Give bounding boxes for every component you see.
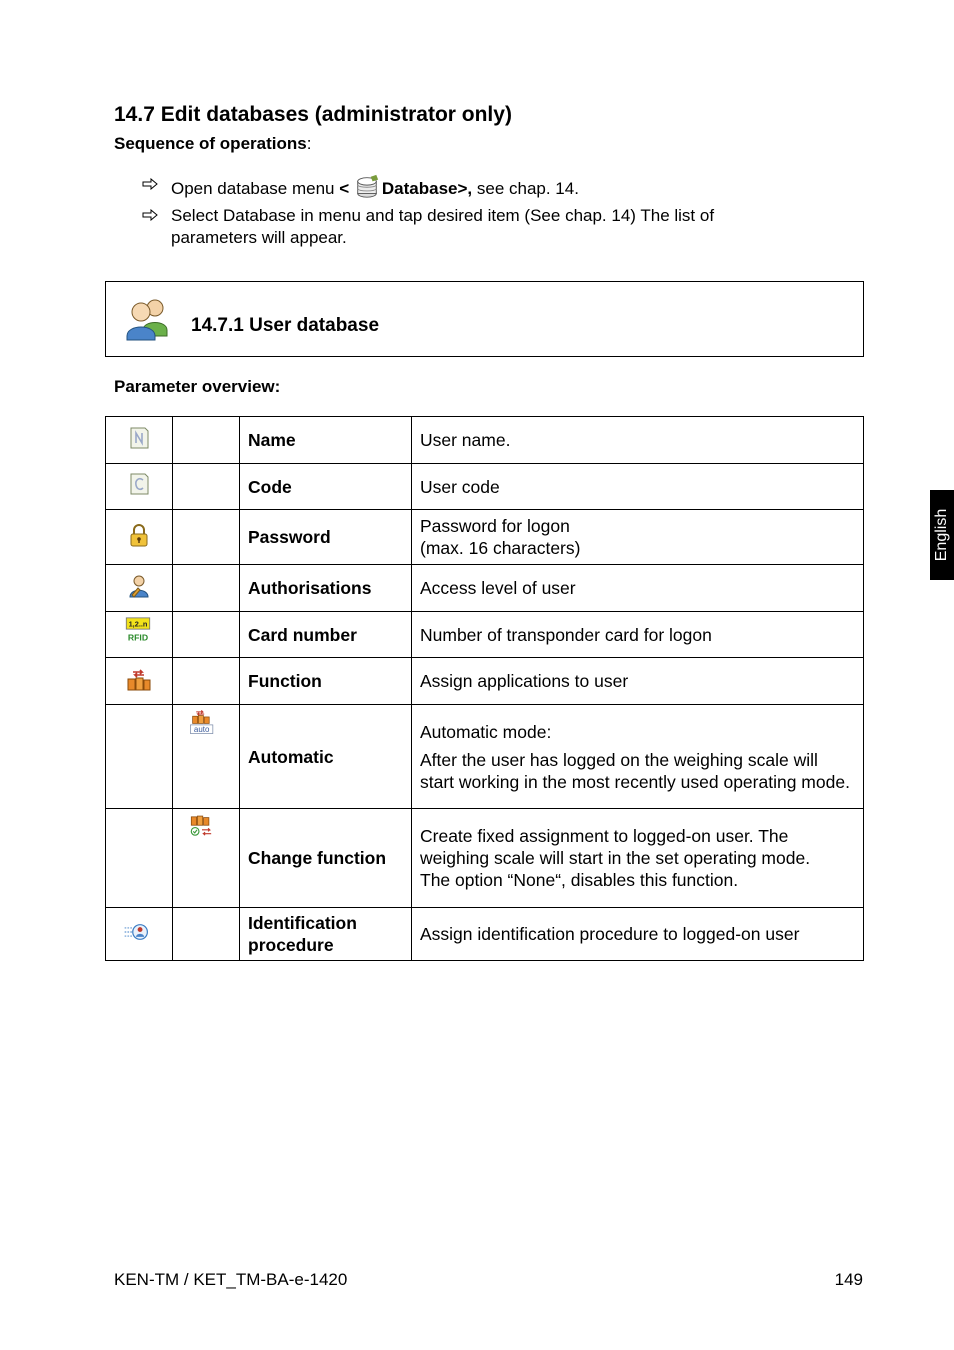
param-desc: Assign applications to user (412, 658, 864, 705)
param-name: Change function (240, 809, 412, 908)
table-row (106, 612, 864, 658)
param-name: Name (240, 417, 412, 464)
language-tab: English (930, 490, 954, 580)
auto-icon (189, 709, 223, 745)
param-name: Authorisations (240, 565, 412, 612)
parameter-table (105, 416, 864, 961)
table-row (106, 510, 864, 565)
param-desc: User name. (412, 417, 864, 464)
identification-icon (123, 919, 155, 945)
users-icon (121, 296, 173, 342)
svg-text:auto: auto (193, 725, 210, 735)
svg-text:RFID: RFID (127, 632, 149, 643)
param-desc: Create fixed assignment to logged-on user. The weighing scale will start in the set operating mode. The option “None“, disables this function. (412, 809, 864, 908)
param-desc: Password for logon (max. 16 characters) (412, 510, 864, 565)
name-icon (126, 425, 152, 451)
table-row (106, 809, 864, 908)
param-desc: Number of transponder card for logon (412, 612, 864, 658)
param-desc: Automatic mode: After the user has logged on the weighing scale will start working in the most recently used operating mode. (412, 705, 864, 809)
function-icon (126, 666, 152, 692)
table-row (106, 705, 864, 809)
svg-text:1,2..n: 1,2..n (128, 619, 148, 629)
subsection-title: 14.7.1 User database (191, 315, 380, 336)
param-name: Code (240, 464, 412, 510)
param-name: Password (240, 510, 412, 565)
table-row (106, 417, 864, 464)
page-number: 149 (834, 1270, 863, 1289)
authorisation-icon (126, 573, 152, 599)
document-id: KEN-TM / KET_TM-BA-e-1420 (114, 1270, 348, 1289)
arrow-right-icon (142, 205, 160, 227)
arrow-right-icon (142, 174, 160, 196)
param-desc: Assign identification procedure to logged-on user (412, 908, 864, 961)
param-name: Card number (240, 612, 412, 658)
param-desc: Access level of user (412, 565, 864, 612)
padlock-icon (126, 522, 152, 548)
table-row (106, 658, 864, 705)
change-function-icon (189, 813, 223, 843)
param-name: Identification procedure (240, 908, 412, 961)
rfid-icon (125, 617, 153, 647)
param-name: Function (240, 658, 412, 705)
param-desc: User code (412, 464, 864, 510)
database-icon (354, 174, 382, 200)
param-name: Automatic (240, 705, 412, 809)
sequence-label: Sequence of operations: (114, 134, 312, 153)
code-icon (126, 471, 152, 497)
table-row (106, 565, 864, 612)
section-heading: 14.7 Edit databases (administrator only) (114, 103, 512, 126)
table-row (106, 464, 864, 510)
table-row (106, 908, 864, 961)
subsection-box (105, 281, 864, 357)
parameter-overview-label: Parameter overview: (114, 377, 281, 396)
